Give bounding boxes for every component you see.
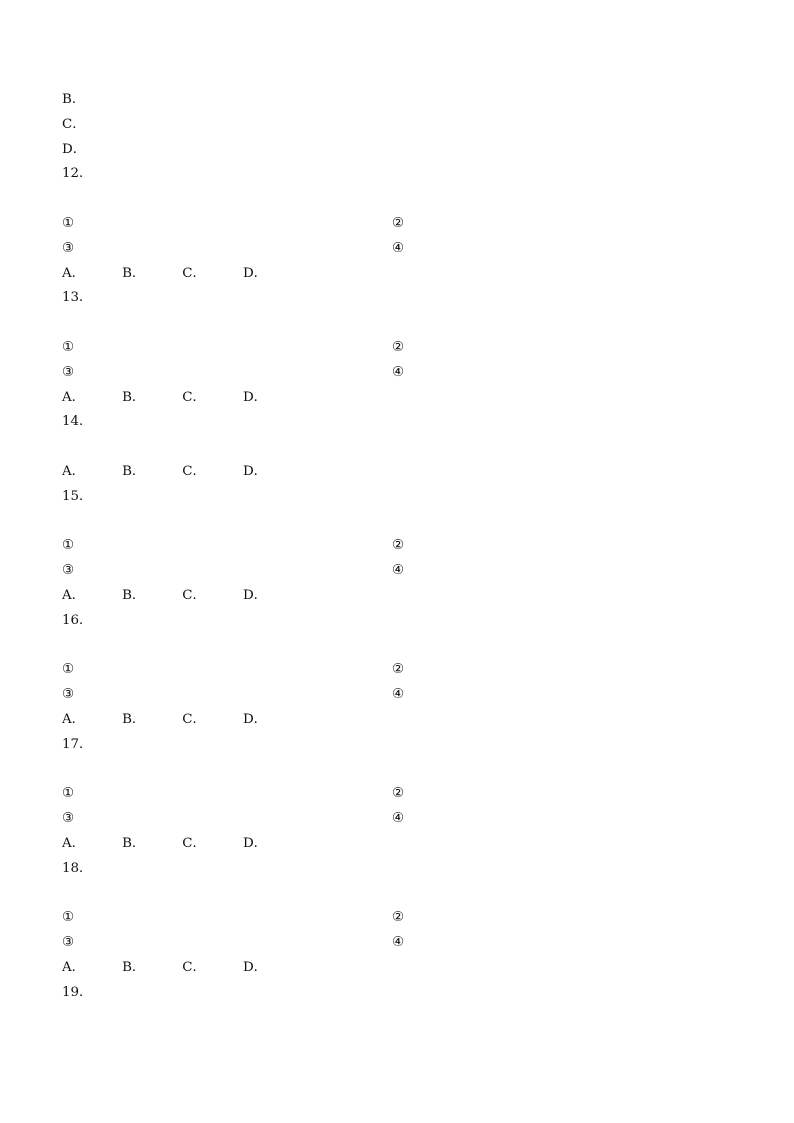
answer-options (62, 584, 734, 609)
carryover-option (62, 88, 734, 113)
statement-mark: ① (62, 786, 75, 802)
option-letter: A． (62, 959, 86, 975)
option-letter: C． (182, 587, 206, 603)
question (62, 857, 734, 981)
statement-mark: ② (392, 339, 405, 355)
statement (62, 336, 392, 361)
option-letter: C． (182, 463, 206, 479)
option-letter: B． (122, 587, 146, 603)
answer-option (182, 262, 209, 287)
statement-row (62, 534, 734, 559)
question-stem (62, 857, 734, 907)
question-stem (62, 162, 734, 212)
answer-options (62, 262, 734, 287)
question (62, 410, 734, 484)
option-letter: C． (182, 389, 206, 405)
statement-row (62, 361, 734, 386)
statement-mark: ④ (392, 935, 405, 951)
statement-row (62, 683, 734, 708)
answer-option (182, 708, 209, 733)
question (62, 609, 734, 733)
statement (392, 658, 722, 683)
answer-options (62, 386, 734, 411)
option-letter: A． (62, 711, 86, 727)
question-number: 14． (62, 414, 93, 430)
statement-mark: ③ (62, 364, 75, 380)
option-letter: D． (242, 587, 268, 603)
answer-options (62, 460, 734, 485)
statement (62, 361, 392, 386)
answer-option (182, 386, 209, 411)
statement-row (62, 237, 734, 262)
option-letter: C． (182, 265, 206, 281)
answer-option (243, 584, 270, 609)
answer-option (243, 956, 270, 981)
statement-row (62, 212, 734, 237)
statement-mark: ① (62, 662, 75, 678)
statement (62, 906, 392, 931)
option-letter: A． (62, 835, 86, 851)
statement-mark: ③ (62, 687, 75, 703)
statement (62, 807, 392, 832)
statement (62, 559, 392, 584)
answer-option (122, 708, 148, 733)
answer-option (182, 956, 209, 981)
statement-mark: ③ (62, 563, 75, 579)
statement-row (62, 559, 734, 584)
answer-option (62, 832, 88, 857)
question-stem (62, 286, 734, 336)
answer-option (243, 832, 270, 857)
statement (392, 361, 722, 386)
question-number: 12． (62, 166, 93, 182)
answer-option (122, 262, 148, 287)
statement (392, 807, 722, 832)
question-number: 19． (62, 984, 93, 1000)
statement-mark: ③ (62, 240, 75, 256)
statement-mark: ② (392, 538, 405, 554)
answer-option (243, 386, 270, 411)
option-letter: C． (182, 711, 206, 727)
statement (392, 906, 722, 931)
option-letter: D． (242, 959, 268, 975)
statement-row (62, 782, 734, 807)
statement-mark: ① (62, 538, 75, 554)
option-letter: B． (122, 265, 146, 281)
option-letter: B． (122, 463, 146, 479)
question-number: 18． (62, 860, 93, 876)
statement (392, 212, 722, 237)
option-letter: B． (122, 835, 146, 851)
question-stem (62, 733, 734, 783)
question-number: 15． (62, 488, 93, 504)
question (62, 286, 734, 410)
answer-option (62, 956, 88, 981)
option-letter: B． (122, 389, 146, 405)
option-letter: A． (62, 265, 86, 281)
answer-option (122, 832, 148, 857)
option-letter: A． (62, 587, 86, 603)
question-list (62, 162, 734, 1030)
statement-row (62, 658, 734, 683)
answer-option (62, 584, 88, 609)
answer-option (62, 262, 88, 287)
statement-row (62, 906, 734, 931)
answer-option (243, 708, 270, 733)
statement (62, 212, 392, 237)
question-number: 17． (62, 736, 93, 752)
exam-page (62, 88, 734, 1030)
question-number: 16． (62, 612, 93, 628)
answer-options (62, 956, 734, 981)
statement (62, 237, 392, 262)
question-stem (62, 981, 734, 1031)
statement (392, 559, 722, 584)
answer-option (62, 708, 88, 733)
statement (392, 534, 722, 559)
option-letter: D． (242, 711, 268, 727)
question-stem (62, 609, 734, 659)
option-letter: A． (62, 463, 86, 479)
statement-mark: ④ (392, 364, 405, 380)
answer-option (122, 460, 148, 485)
statement (62, 534, 392, 559)
statement (392, 336, 722, 361)
statement-mark: ② (392, 215, 405, 231)
option-letter: D． (242, 835, 268, 851)
statement-mark: ④ (392, 240, 405, 256)
answer-option (182, 832, 209, 857)
statement (62, 782, 392, 807)
question (62, 981, 734, 1031)
question-number: 13． (62, 290, 93, 306)
statement-mark: ① (62, 339, 75, 355)
question-stem (62, 410, 734, 460)
statement-mark: ② (392, 910, 405, 926)
option-letter: D． (242, 265, 268, 281)
option-letter: C． (182, 835, 206, 851)
statement (62, 931, 392, 956)
option-letter: C． (182, 959, 206, 975)
answer-option (182, 584, 209, 609)
answer-option (182, 460, 209, 485)
option-letter: D． (242, 389, 268, 405)
carryover-option (62, 138, 734, 163)
statement (392, 782, 722, 807)
answer-option (122, 584, 148, 609)
statement-mark: ② (392, 662, 405, 678)
statement (62, 683, 392, 708)
question (62, 162, 734, 286)
answer-options (62, 708, 734, 733)
carryover-options (62, 88, 734, 162)
statement-row (62, 807, 734, 832)
option-letter: D． (242, 463, 268, 479)
statement-mark: ④ (392, 687, 405, 703)
answer-option (122, 386, 148, 411)
option-letter: A． (62, 389, 86, 405)
statement-mark: ② (392, 786, 405, 802)
statement-mark: ③ (62, 811, 75, 827)
question (62, 485, 734, 609)
statement (392, 683, 722, 708)
statement-row (62, 931, 734, 956)
statement (392, 237, 722, 262)
statement-row (62, 336, 734, 361)
answer-option (62, 460, 88, 485)
statement-mark: ③ (62, 935, 75, 951)
statement (392, 931, 722, 956)
question-stem (62, 485, 734, 535)
carryover-option (62, 113, 734, 138)
statement-mark: ④ (392, 811, 405, 827)
statement-mark: ④ (392, 563, 405, 579)
option-letter: B． (122, 959, 146, 975)
answer-option (243, 460, 270, 485)
answer-option (122, 956, 148, 981)
statement-mark: ① (62, 910, 75, 926)
statement (62, 658, 392, 683)
answer-options (62, 832, 734, 857)
question (62, 733, 734, 857)
statement-mark: ① (62, 215, 75, 231)
option-letter: B． (62, 92, 86, 107)
answer-option (243, 262, 270, 287)
option-letter: C． (62, 116, 86, 132)
answer-option (62, 386, 88, 411)
option-letter: B． (122, 711, 146, 727)
option-letter: D． (62, 141, 87, 157)
